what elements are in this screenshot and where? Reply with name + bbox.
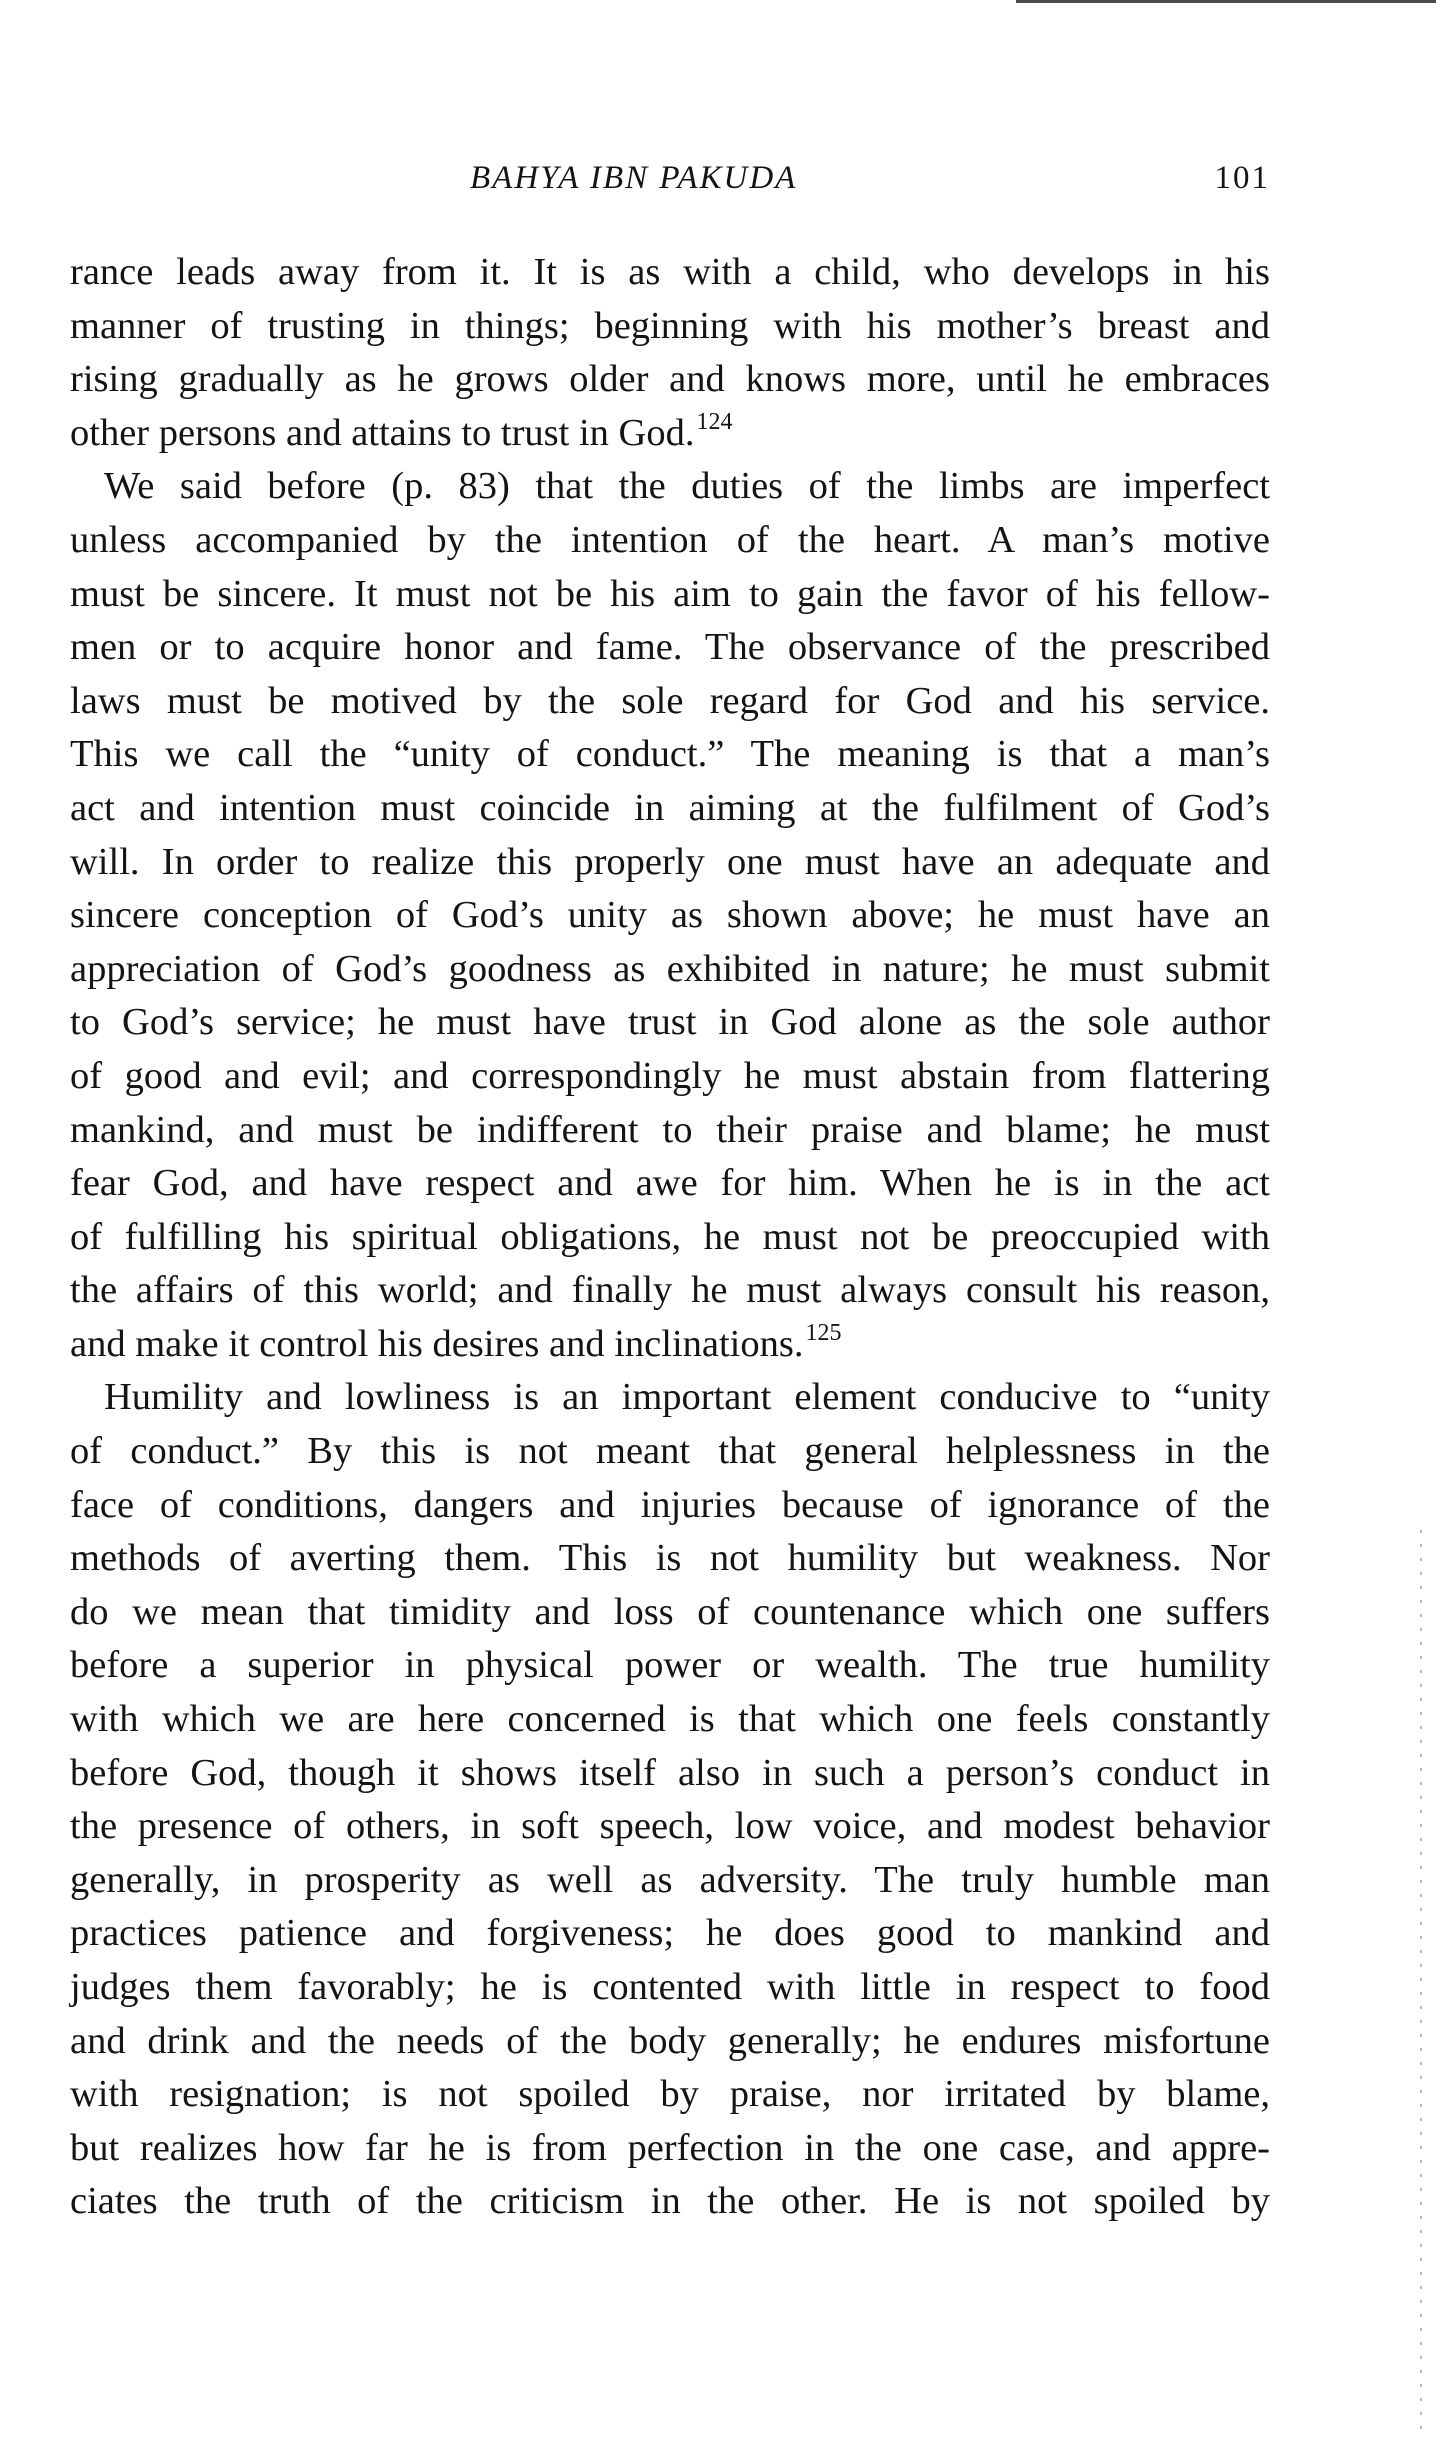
scan-edge-rule bbox=[1016, 0, 1436, 3]
text-line: with resignation; is not spoiled by praise, nor irritated by blame, bbox=[70, 2073, 1270, 2116]
line-text: other persons and attains to trust in God. bbox=[70, 411, 695, 454]
text-line: with which we are here concerned is that which one feels constantly bbox=[70, 1698, 1270, 1741]
text-line: of good and evil; and correspondingly he must abstain from flattering bbox=[70, 1054, 1270, 1097]
text-line: laws must be motived by the sole regard for God and his service. bbox=[70, 679, 1270, 722]
text-line bbox=[70, 407, 1270, 461]
text-line: unless accompanied by the intention of the heart. A man’s motive bbox=[70, 518, 1270, 561]
text-line: to God’s service; he must have trust in God alone as the sole author bbox=[70, 1001, 1270, 1044]
text-line: We said before (p. 83) that the duties of the limbs are imperfect bbox=[104, 465, 1270, 508]
page-header bbox=[70, 160, 1270, 210]
text-line: judges them favorably; he is contented with little in respect to food bbox=[70, 1966, 1270, 2008]
text-line: This we call the “unity of conduct.” The meaning is that a man’s bbox=[70, 733, 1270, 776]
text-line: methods of averting them. This is not humility but weakness. Nor bbox=[70, 1537, 1270, 1580]
footnote-marker: 124 bbox=[696, 408, 733, 435]
text-line: fear God, and have respect and awe for him. When he is in the act bbox=[70, 1162, 1270, 1205]
text-line: of conduct.” By this is not meant that general helplessness in the bbox=[70, 1430, 1270, 1473]
text-line: rance leads away from it. It is as with a child, who develops in his bbox=[70, 251, 1270, 293]
footnote-marker: 125 bbox=[805, 1319, 842, 1346]
text-line: Humility and lowliness is an important element conducive to “unity bbox=[104, 1376, 1270, 1419]
line-text: and make it control his desires and inclinations. bbox=[70, 1322, 804, 1365]
text-line: practices patience and forgiveness; he does good to mankind and bbox=[70, 1912, 1270, 1955]
text-line: do we mean that timidity and loss of countenance which one suffers bbox=[70, 1590, 1270, 1633]
scan-edge-marks bbox=[1420, 1530, 1422, 2430]
running-head: BAHYA IBN PAKUDA bbox=[470, 160, 798, 196]
text-line: men or to acquire honor and fame. The observance of the prescribed bbox=[70, 626, 1270, 669]
text-line bbox=[70, 1318, 1270, 1372]
text-line: appreciation of God’s goodness as exhibited in nature; he must submit bbox=[70, 947, 1270, 990]
text-line: the presence of others, in soft speech, low voice, and modest behavior bbox=[70, 1805, 1270, 1848]
text-line: ciates the truth of the criticism in the other. He is not spoiled by bbox=[70, 2180, 1270, 2223]
text-line: mankind, and must be indifferent to their praise and blame; he must bbox=[70, 1108, 1270, 1151]
text-line: face of conditions, dangers and injuries because of ignorance of the bbox=[70, 1483, 1270, 1526]
text-line: before a superior in physical power or wealth. The true humility bbox=[70, 1644, 1270, 1687]
text-line: before God, though it shows itself also in such a person’s conduct in bbox=[70, 1751, 1270, 1794]
text-line: sincere conception of God’s unity as shown above; he must have an bbox=[70, 894, 1270, 937]
text-line: generally, in prosperity as well as adversity. The truly humble man bbox=[70, 1858, 1270, 1901]
text-line: rising gradually as he grows older and knows more, until he embraces bbox=[70, 358, 1270, 401]
text-line: the affairs of this world; and finally he must always consult his reason, bbox=[70, 1269, 1270, 1312]
text-line: but realizes how far he is from perfection in the one case, and appre- bbox=[70, 2126, 1270, 2169]
body-text bbox=[70, 246, 1270, 2229]
text-line: act and intention must coincide in aiming at the fulfilment of God’s bbox=[70, 786, 1270, 829]
text-line: will. In order to realize this properly one must have an adequate and bbox=[70, 840, 1270, 883]
text-line: of fulfilling his spiritual obligations, he must not be preoccupied with bbox=[70, 1215, 1270, 1258]
text-line: must be sincere. It must not be his aim to gain the favor of his fellow- bbox=[70, 572, 1270, 615]
page-number: 101 bbox=[1214, 160, 1270, 196]
text-line: and drink and the needs of the body generally; he endures misfortune bbox=[70, 2019, 1270, 2062]
text-line: manner of trusting in things; beginning with his mother’s breast and bbox=[70, 304, 1270, 347]
